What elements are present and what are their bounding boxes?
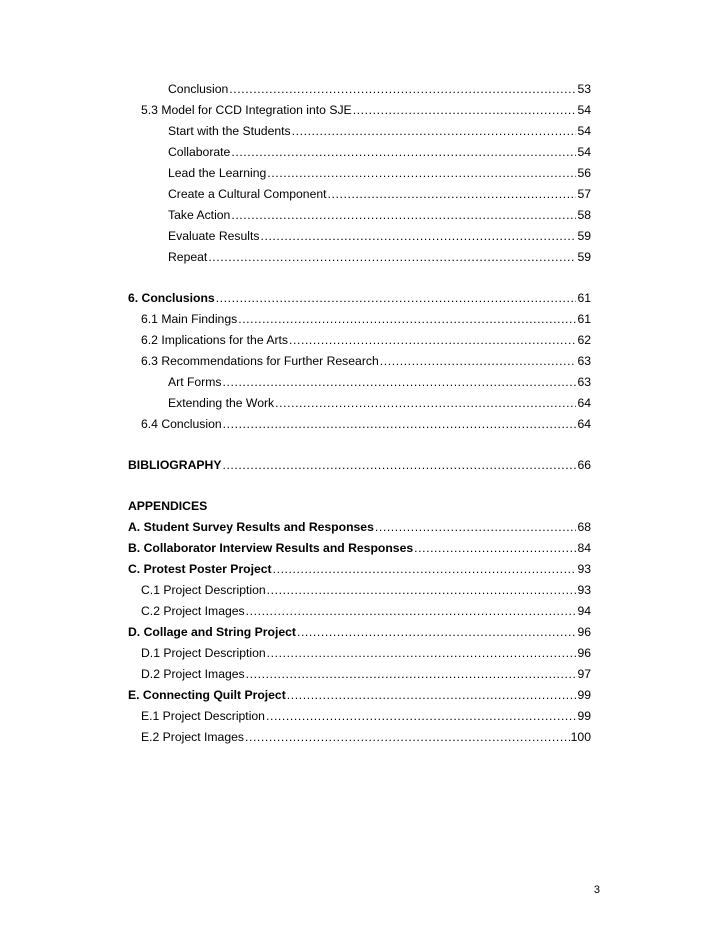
dot-leader [375, 517, 577, 538]
toc-entry[interactable] [128, 226, 591, 247]
page-number: 3 [593, 884, 600, 896]
toc-entry-page-number: 99 [577, 688, 591, 702]
toc-entry[interactable] [128, 121, 591, 142]
toc-entry-title: 6. Conclusions [128, 291, 215, 305]
dot-leader [231, 205, 576, 226]
toc-entry[interactable] [128, 79, 591, 100]
toc-gap [128, 268, 591, 288]
toc-entry-page-number: 63 [577, 375, 591, 389]
toc-entry-title: Extending the Work [168, 396, 275, 410]
toc-entry-title: Art Forms [168, 375, 222, 389]
toc-entry[interactable] [128, 100, 591, 121]
toc-entry-page-number: 59 [577, 250, 591, 264]
toc-entry-title: C.2 Project Images [141, 604, 245, 618]
toc-entry-page-number: 62 [577, 333, 591, 347]
toc-entry-page-number: 64 [577, 396, 591, 410]
toc-group-chapter-6 [128, 288, 591, 435]
toc-gap [128, 435, 591, 455]
toc-entry-title: Lead the Learning [168, 166, 267, 180]
toc-entry-title: BIBLIOGRAPHY [128, 458, 222, 472]
dot-leader [380, 351, 577, 372]
dot-leader [289, 330, 576, 351]
toc-entry-page-number: 56 [577, 166, 591, 180]
toc-entry-title: C.1 Project Description [141, 583, 266, 597]
toc-entry[interactable] [128, 247, 591, 268]
dot-leader [275, 393, 576, 414]
toc-entry[interactable] [128, 538, 591, 559]
toc-entry-page-number: 93 [577, 583, 591, 597]
toc-entry-page-number: 54 [577, 145, 591, 159]
toc-entry[interactable] [128, 685, 591, 706]
toc-entry[interactable] [128, 580, 591, 601]
toc-entry-title: 6.4 Conclusion [141, 417, 222, 431]
toc-entry-title: Evaluate Results [168, 229, 260, 243]
dot-leader [223, 414, 577, 435]
toc-entry[interactable] [128, 622, 591, 643]
dot-leader [297, 622, 576, 643]
toc-entry-title: Start with the Students [168, 124, 291, 138]
toc-entry[interactable] [128, 142, 591, 163]
dot-leader [260, 226, 576, 247]
dot-leader [222, 455, 576, 476]
toc-entry-title: 6.1 Main Findings [141, 312, 238, 326]
dot-leader [267, 580, 577, 601]
toc-entry-title: Create a Cultural Component [168, 187, 327, 201]
toc-entry-title: 5.3 Model for CCD Integration into SJE [141, 103, 352, 117]
toc-entry[interactable] [128, 309, 591, 330]
toc-entry-page-number: 68 [577, 520, 591, 534]
toc-entry-page-number: 96 [577, 646, 591, 660]
dot-leader [208, 247, 576, 268]
toc-entry-page-number: 94 [577, 604, 591, 618]
toc-entry-title: Collaborate [168, 145, 231, 159]
toc-entry-page-number: 99 [577, 709, 591, 723]
toc-entry-page-number: 59 [577, 229, 591, 243]
toc-entry-title: Take Action [168, 208, 231, 222]
dot-leader [266, 706, 576, 727]
dot-leader [246, 601, 577, 622]
toc-entry-page-number: 54 [577, 103, 591, 117]
toc-entry[interactable] [128, 664, 591, 685]
toc-entry[interactable] [128, 727, 591, 748]
toc-entry-title: B. Collaborator Interview Results and Responses [128, 541, 414, 555]
toc-group-chapter-5 [128, 79, 591, 268]
toc-gap [128, 476, 591, 496]
toc-entry[interactable] [128, 163, 591, 184]
dot-leader [231, 142, 576, 163]
toc-entry-page-number: 66 [577, 458, 591, 472]
dot-leader [216, 288, 577, 309]
toc-entry[interactable] [128, 330, 591, 351]
toc-entry-page-number: 97 [577, 667, 591, 681]
toc-entry-page-number: 61 [577, 312, 591, 326]
toc-entry-title: Repeat [168, 250, 208, 264]
toc-entry-title: D.1 Project Description [141, 646, 266, 660]
toc-entry-page-number: 54 [577, 124, 591, 138]
toc-entry[interactable] [128, 351, 591, 372]
toc-entry-title: 6.3 Recommendations for Further Research [141, 354, 379, 368]
dot-leader [267, 163, 576, 184]
dot-leader [245, 727, 570, 748]
toc-entry-page-number: 84 [577, 541, 591, 555]
toc-entry[interactable] [128, 184, 591, 205]
toc-group-bibliography [128, 455, 591, 476]
toc-entry-title: A. Student Survey Results and Responses [128, 520, 374, 534]
toc-entry-page-number: 64 [577, 417, 591, 431]
toc-entry-page-number: 96 [577, 625, 591, 639]
toc-entry-page-number: 61 [577, 291, 591, 305]
dot-leader [273, 559, 577, 580]
toc-entry-title: D. Collage and String Project [128, 625, 296, 639]
toc-entry-page-number: 58 [577, 208, 591, 222]
toc-entry[interactable] [128, 205, 591, 226]
toc-entry-page-number: 57 [577, 187, 591, 201]
table-of-contents [128, 79, 591, 748]
toc-entry[interactable] [128, 455, 591, 476]
toc-entry-page-number: 53 [577, 82, 591, 96]
toc-entry-title: E.2 Project Images [141, 730, 244, 744]
toc-entry-page-number: 93 [577, 562, 591, 576]
toc-entry-page-number: 100 [570, 730, 591, 744]
toc-entry-title: Conclusion [168, 82, 229, 96]
dot-leader [414, 538, 576, 559]
dot-leader [246, 664, 577, 685]
toc-group-appendices [128, 517, 591, 748]
toc-entry-title: D.2 Project Images [141, 667, 245, 681]
toc-entry[interactable] [128, 414, 591, 435]
toc-entry[interactable] [128, 517, 591, 538]
dot-leader [238, 309, 576, 330]
toc-entry[interactable] [128, 393, 591, 414]
dot-leader [353, 100, 577, 121]
dot-leader [223, 372, 577, 393]
dot-leader [267, 643, 577, 664]
toc-entry-page-number: 63 [577, 354, 591, 368]
toc-entry-title: C. Protest Poster Project [128, 562, 272, 576]
toc-entry[interactable] [128, 643, 591, 664]
toc-entry[interactable] [128, 372, 591, 393]
dot-leader [292, 121, 577, 142]
toc-entry[interactable] [128, 288, 591, 309]
dot-leader [229, 79, 576, 100]
toc-entry-title: E. Connecting Quilt Project [128, 688, 286, 702]
toc-entry[interactable] [128, 559, 591, 580]
toc-entry-title: 6.2 Implications for the Arts [141, 333, 288, 347]
dot-leader [287, 685, 577, 706]
dot-leader [328, 184, 577, 205]
toc-entry[interactable] [128, 601, 591, 622]
appendices-heading: APPENDICES [128, 499, 208, 513]
toc-entry[interactable] [128, 706, 591, 727]
toc-entry-title: E.1 Project Description [141, 709, 265, 723]
